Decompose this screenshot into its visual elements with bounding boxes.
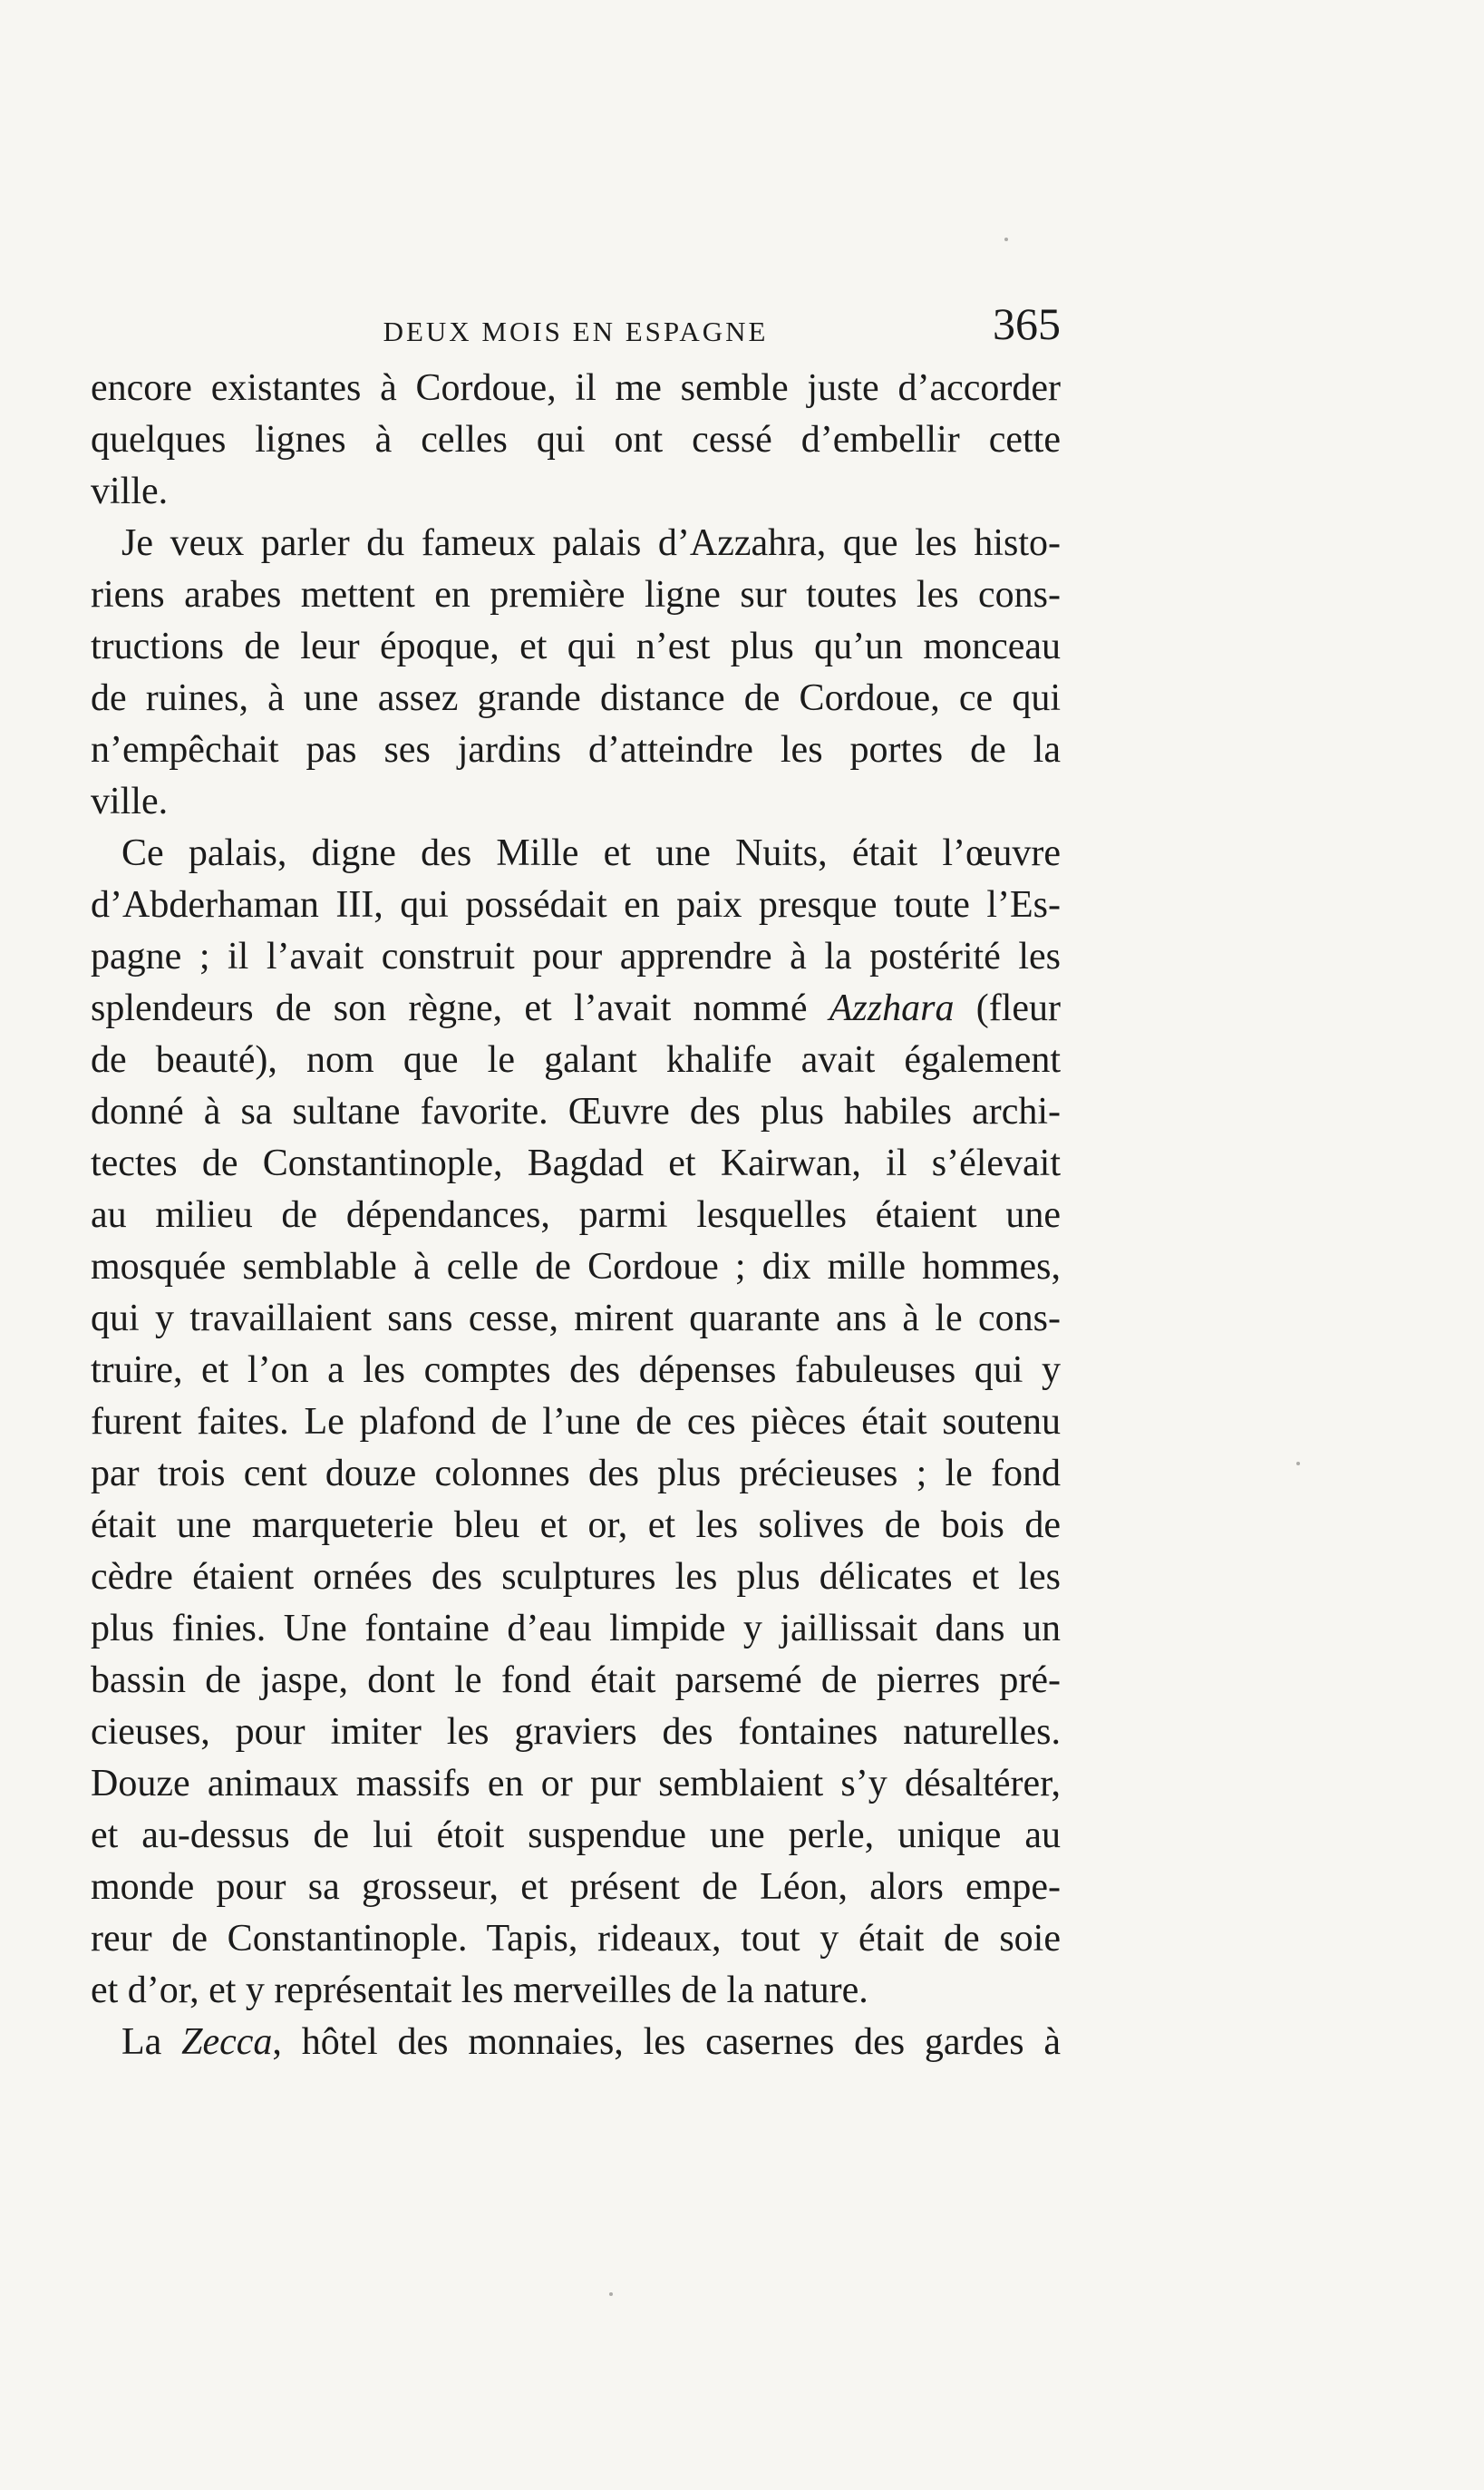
body-text [91,363,1061,2068]
page-number: 365 [993,298,1061,349]
text-line: et d’or, et y représentait les merveilles de la nature. [91,1970,868,2011]
text-line: reur de Constantinople. Tapis, rideaux, tout y était de soie [91,1918,1061,1960]
text-line: était une marqueterie bleu et or, et les solives de bois de [91,1504,1061,1546]
text-segment: splendeurs de son règne, et l’avait nommé [91,987,829,1029]
text-line: Je veux parler du fameux palais d’Azzahra, que les histo- [121,522,1061,564]
paper-speck [1296,1462,1300,1465]
text-line: au milieu de dépendances, parmi lesquelles étaient une [91,1194,1061,1236]
text-line [91,983,1061,1035]
text-line: furent faites. Le plafond de l’une de ces pièces était soutenu [91,1401,1061,1443]
text-line: ville. [91,781,169,822]
text-line: donné à sa sultane favorite. Œuvre des plus habiles archi- [91,1091,1061,1133]
text-segment: (fleur [954,987,1061,1029]
text-line: Ce palais, digne des Mille et une Nuits, était l’œuvre [121,832,1061,874]
text-line: par trois cent douze colonnes des plus précieuses ; le fond [91,1453,1061,1494]
text-line: cieuses, pour imiter les graviers des fontaines naturelles. [91,1711,1061,1753]
text-line: mosquée semblable à celle de Cordoue ; dix mille hommes, [91,1246,1061,1288]
running-head [91,299,1061,363]
text-line: de ruines, à une assez grande distance de Cordoue, ce qui [91,677,1061,719]
text-line: truire, et l’on a les comptes des dépenses fabuleuses qui y [91,1349,1061,1391]
text-line: n’empêchait pas ses jardins d’atteindre les portes de la [91,729,1061,771]
paper-speck [1004,238,1008,241]
text-line: et au-dessus de lui étoit suspendue une perle, unique au [91,1814,1061,1856]
text-line [91,2017,1061,2068]
text-line: tructions de leur époque, et qui n’est plus qu’un monceau [91,626,1061,667]
text-line: de beauté), nom que le galant khalife avait également [91,1039,1061,1081]
text-line: monde pour sa grosseur, et présent de Léon, alors empe- [91,1866,1061,1908]
text-line: Douze animaux massifs en or pur semblaient s’y désaltérer, [91,1763,1061,1804]
italic-term: Azzhara [829,987,955,1029]
text-line: encore existantes à Cordoue, il me semble juste d’accorder [91,367,1061,409]
paper-speck [609,2292,613,2296]
text-line: ville. [91,471,169,512]
text-line: riens arabes mettent en première ligne sur toutes les cons- [91,574,1061,616]
running-title: DEUX MOIS EN ESPAGNE [383,316,769,347]
text-line: cèdre étaient ornées des sculptures les plus délicates et les [91,1556,1061,1598]
text-line: d’Abderhaman III, qui possédait en paix presque toute l’Es- [91,884,1061,926]
text-line: plus finies. Une fontaine d’eau limpide y jaillissait dans un [91,1608,1061,1649]
italic-term: Zecca [181,2021,273,2063]
text-line: quelques lignes à celles qui ont cessé d’embellir cette [91,419,1061,461]
text-line: tectes de Constantinople, Bagdad et Kairwan, il s’élevait [91,1143,1061,1184]
text-segment: , hôtel des monnaies, les casernes des gardes à [272,2021,1062,2063]
text-segment: La [121,2021,182,2063]
text-line: pagne ; il l’avait construit pour apprendre à la postérité les [91,936,1061,978]
text-line: bassin de jaspe, dont le fond était parsemé de pierres pré- [91,1659,1061,1701]
text-line: qui y travaillaient sans cesse, mirent quarante ans à le cons- [91,1298,1061,1339]
